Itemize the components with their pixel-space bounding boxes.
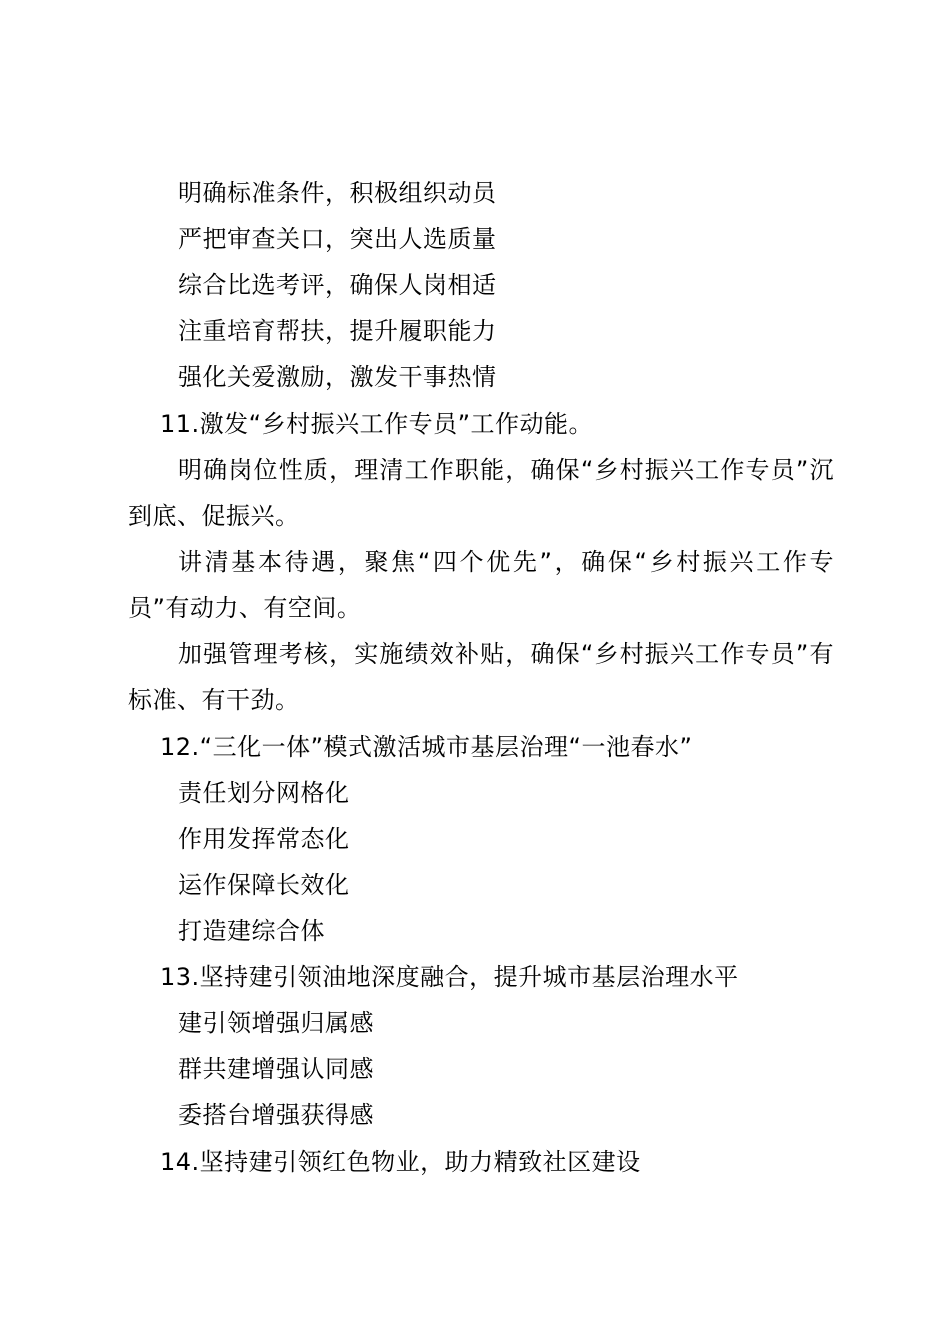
list-item: 群共建增强认同感 xyxy=(178,1055,374,1083)
list-item: 作用发挥常态化 xyxy=(178,825,350,853)
list-item: 委搭台增强获得感 xyxy=(178,1101,374,1129)
paragraph: 讲清基本待遇，聚焦“四个优先”，确保“乡村振兴工作专员”有动力、有空间。 xyxy=(128,548,834,622)
list-item: 打造建综合体 xyxy=(178,917,325,945)
list-item: 明确标准条件，积极组织动员 xyxy=(178,179,497,207)
paragraph: 加强管理考核，实施绩效补贴，确保“乡村振兴工作专员”有标准、有干劲。 xyxy=(128,640,834,714)
list-item: 建引领增强归属感 xyxy=(178,1009,374,1037)
list-item: 综合比选考评，确保人岗相适 xyxy=(178,271,497,299)
list-item: 强化关爱激励，激发干事热情 xyxy=(178,363,497,391)
list-item: 注重培育帮扶，提升履职能力 xyxy=(178,317,497,345)
list-item: 运作保障长效化 xyxy=(178,871,350,899)
list-item: 严把审查关口，突出人选质量 xyxy=(178,225,497,253)
section-heading-14: 14.坚持建引领红色物业，助力精致社区建设 xyxy=(160,1148,641,1176)
list-item: 责任划分网格化 xyxy=(178,779,350,807)
section-heading-12: 12.“三化一体”模式激活城市基层治理“一池春水” xyxy=(160,733,693,761)
section-heading-13: 13.坚持建引领油地深度融合，提升城市基层治理水平 xyxy=(160,963,739,991)
section-heading-11: 11.激发“乡村振兴工作专员”工作动能。 xyxy=(160,410,594,438)
paragraph: 明确岗位性质，理清工作职能，确保“乡村振兴工作专员”沉到底、促振兴。 xyxy=(128,456,834,530)
